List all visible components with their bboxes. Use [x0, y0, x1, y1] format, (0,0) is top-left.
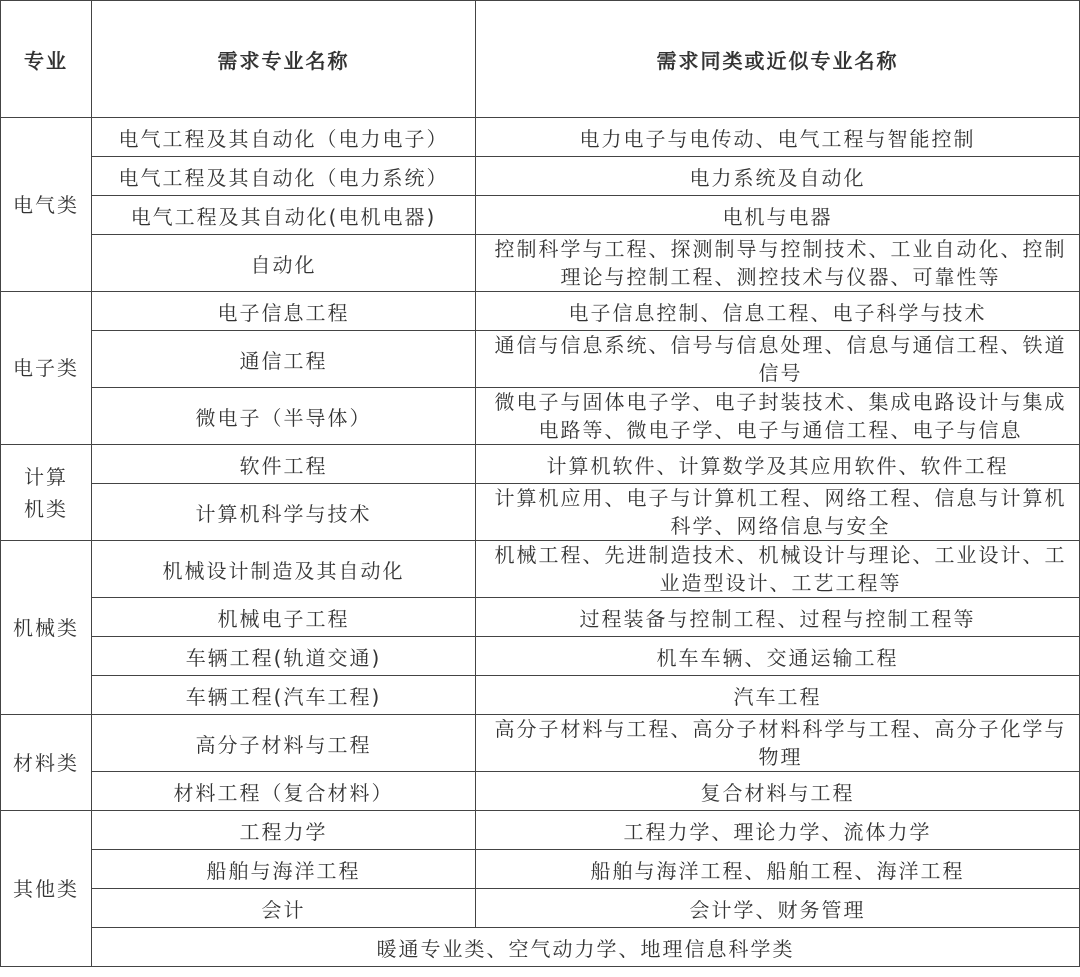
table-row	[1, 196, 1080, 235]
table-row	[1, 772, 1080, 811]
similar-majors-cell: 计算机软件、计算数学及其应用软件、软件工程	[476, 445, 1080, 484]
table-row	[1, 811, 1080, 850]
category-cell: 材料类	[1, 715, 92, 811]
table-row	[1, 715, 1080, 772]
similar-majors-cell: 电子信息控制、信息工程、电子科学与技术	[476, 292, 1080, 331]
required-major-cell: 通信工程	[92, 331, 476, 388]
required-major-cell: 会计	[92, 889, 476, 928]
required-major-cell: 软件工程	[92, 445, 476, 484]
similar-majors-cell: 通信与信息系统、信号与信息处理、信息与通信工程、铁道信号	[476, 331, 1080, 388]
required-major-cell: 电气工程及其自动化（电力系统）	[92, 157, 476, 196]
required-major-cell: 车辆工程(汽车工程)	[92, 676, 476, 715]
table-row	[1, 118, 1080, 157]
required-major-cell: 材料工程（复合材料）	[92, 772, 476, 811]
category-cell: 电子类	[1, 292, 92, 445]
similar-majors-cell: 过程装备与控制工程、过程与控制工程等	[476, 598, 1080, 637]
required-major-cell: 高分子材料与工程	[92, 715, 476, 772]
similar-majors-cell: 高分子材料与工程、高分子材料科学与工程、高分子化学与物理	[476, 715, 1080, 772]
similar-majors-cell: 计算机应用、电子与计算机工程、网络工程、信息与计算机科学、网络信息与安全	[476, 484, 1080, 541]
category-cell: 机械类	[1, 541, 92, 715]
table-row	[1, 676, 1080, 715]
table-row	[1, 292, 1080, 331]
table-row	[1, 235, 1080, 292]
required-major-cell: 车辆工程(轨道交通)	[92, 637, 476, 676]
table-row	[1, 889, 1080, 928]
similar-majors-cell: 微电子与固体电子学、电子封装技术、集成电路设计与集成电路等、微电子学、电子与通信工程、电子与信息	[476, 388, 1080, 445]
required-major-cell: 船舶与海洋工程	[92, 850, 476, 889]
similar-majors-cell: 复合材料与工程	[476, 772, 1080, 811]
category-cell: 其他类	[1, 811, 92, 967]
table-row	[1, 445, 1080, 484]
required-major-cell: 微电子（半导体）	[92, 388, 476, 445]
similar-majors-cell: 机车车辆、交通运输工程	[476, 637, 1080, 676]
similar-majors-cell: 会计学、财务管理	[476, 889, 1080, 928]
table-row	[1, 157, 1080, 196]
table-row	[1, 541, 1080, 598]
required-major-cell: 计算机科学与技术	[92, 484, 476, 541]
table-row	[1, 388, 1080, 445]
required-major-cell: 自动化	[92, 235, 476, 292]
table-row	[1, 598, 1080, 637]
similar-majors-cell: 工程力学、理论力学、流体力学	[476, 811, 1080, 850]
header-required-major: 需求专业名称	[92, 1, 476, 118]
required-major-cell: 电气工程及其自动化(电机电器)	[92, 196, 476, 235]
category-label: 计算机类	[24, 464, 68, 521]
similar-majors-cell: 控制科学与工程、探测制导与控制技术、工业自动化、控制理论与控制工程、测控技术与仪器、可靠性等	[476, 235, 1080, 292]
table-row	[1, 637, 1080, 676]
category-cell: 电气类	[1, 118, 92, 292]
table-header-row	[1, 1, 1080, 118]
similar-majors-cell: 船舶与海洋工程、船舶工程、海洋工程	[476, 850, 1080, 889]
required-major-cell: 电气工程及其自动化（电力电子）	[92, 118, 476, 157]
header-category: 专业	[1, 1, 92, 118]
header-similar-majors: 需求同类或近似专业名称	[476, 1, 1080, 118]
category-cell	[1, 445, 92, 541]
required-major-cell: 电子信息工程	[92, 292, 476, 331]
table-row	[1, 850, 1080, 889]
similar-majors-cell: 电力系统及自动化	[476, 157, 1080, 196]
similar-majors-cell: 机械工程、先进制造技术、机械设计与理论、工业设计、工业造型设计、工艺工程等	[476, 541, 1080, 598]
similar-majors-cell: 电力电子与电传动、电气工程与智能控制	[476, 118, 1080, 157]
similar-majors-cell: 汽车工程	[476, 676, 1080, 715]
merged-majors-cell: 暖通专业类、空气动力学、地理信息科学类	[92, 928, 1080, 967]
table-row	[1, 928, 1080, 967]
required-major-cell: 工程力学	[92, 811, 476, 850]
required-major-cell: 机械设计制造及其自动化	[92, 541, 476, 598]
similar-majors-cell: 电机与电器	[476, 196, 1080, 235]
table-row	[1, 331, 1080, 388]
table-row	[1, 484, 1080, 541]
required-major-cell: 机械电子工程	[92, 598, 476, 637]
